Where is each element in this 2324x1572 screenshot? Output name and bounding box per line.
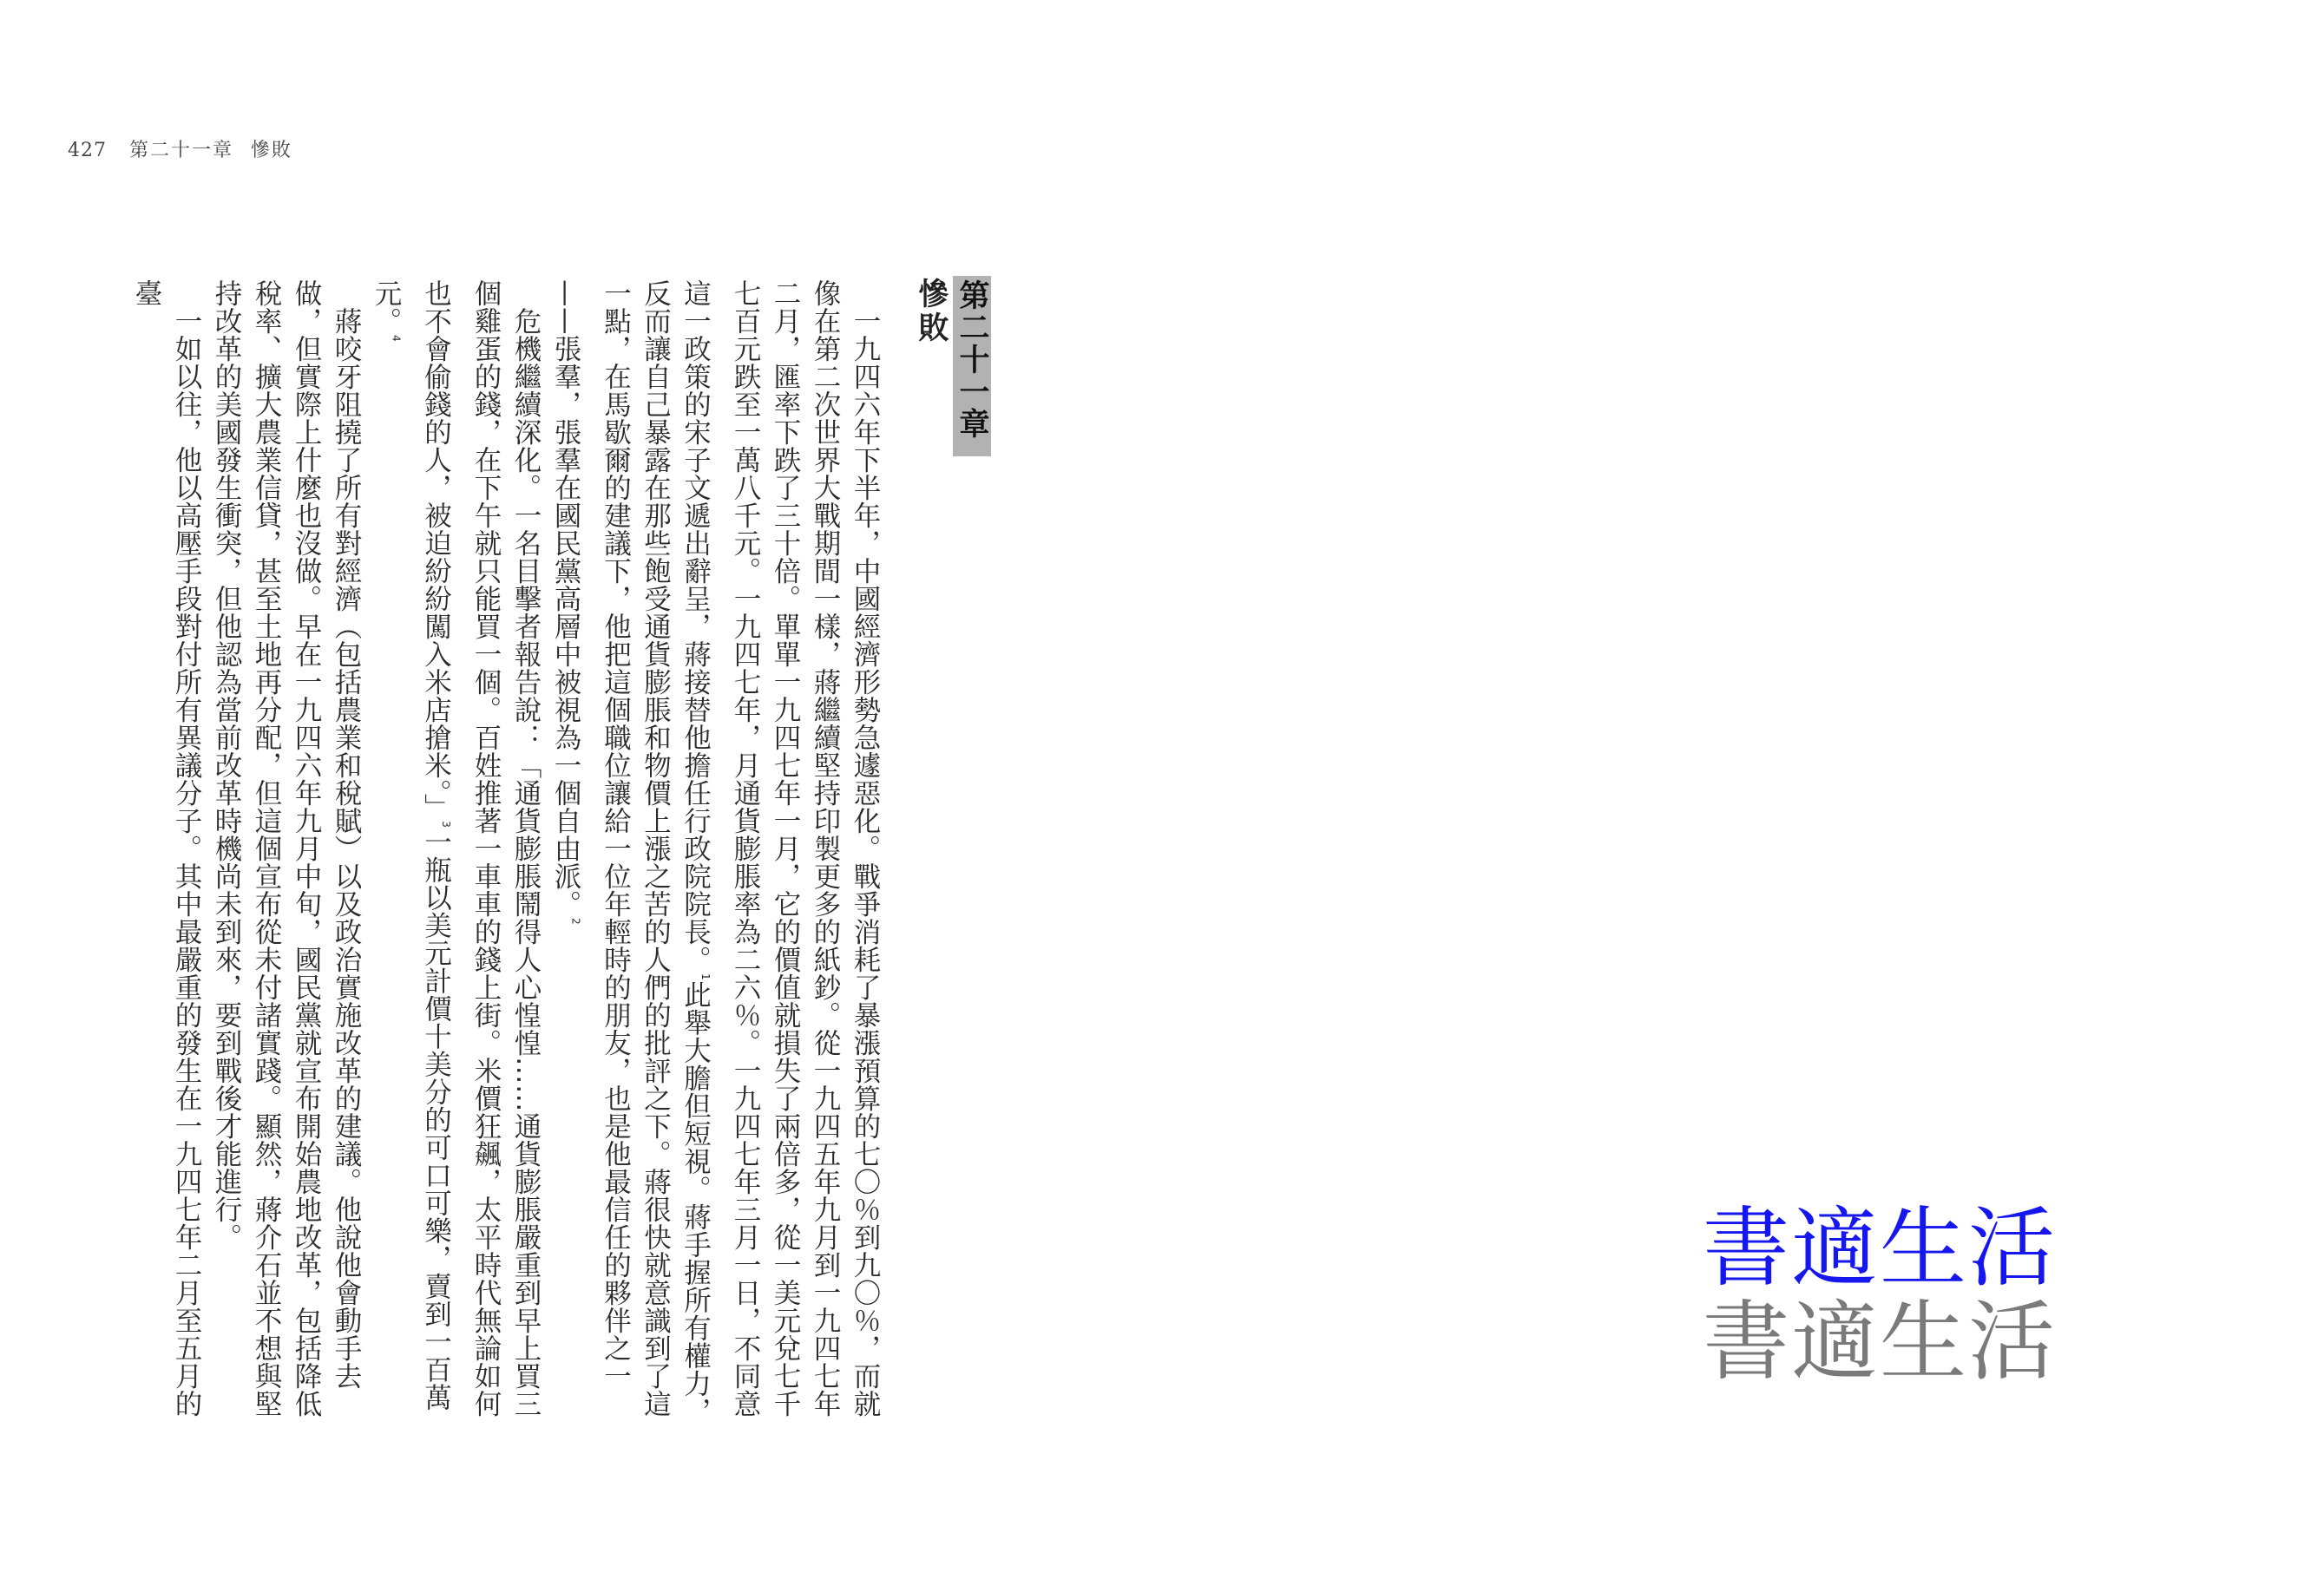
footnote-marker[interactable]: 1 (699, 973, 712, 981)
paragraph-text: 一九四六年下半年，中國經濟形勢急遽惡化。戰爭消耗了暴漲預算的七〇％到九〇％，而就像在第二次世界大戰期間一樣，蔣繼續堅持印製更多的紙鈔。從一九四五年九月到一九四七年二月，匯率下跌了三十倍。單單一九四七年一月，它的價值就損失了兩倍多，從一美元兌七千七百元跌至一萬八千元。一九四七年，月通貨膨脹率為二六％。一九四七年三月一日，不同意這一政策的宋子文遞出辭呈，蔣接替他擔任行政院院長。 (679, 279, 881, 1418)
watermark-line-1: 書適生活 (1703, 1197, 2057, 1299)
paragraph-text: 危機繼續深化。一名目擊者報告說：「通貨膨脹鬧得人心惶惶……通貨膨脹嚴重到早上買三個雞蛋的錢，在下午就只能買一個。百姓推著一車車的錢上街。米價狂飆，太平時代無論如何也不會偷錢的人，被迫紛紛闖入米店搶米。」 (420, 279, 542, 1418)
running-header-title: 慘敗 (251, 140, 293, 161)
paragraph-text: 蔣咬牙阻撓了所有對經濟（包括農業和稅賦）以及政治實施改革的建議。他說他會動手去做，但實際上什麼也沒做。早在一九四六年九月中旬，國民黨就宣布開始農地改革，包括降低稅率、擴大農業信貸，甚至土地再分配，但這個宣布從未付諸實踐。顯然，蔣介石並不想與堅持改革的美國發生衝突，但他認為當前改革時機尚未到來，要到戰後才能進行。 (211, 279, 362, 1418)
body-text (127, 279, 885, 1433)
chapter-label: 第二十一章 (955, 279, 989, 440)
body-paragraph (207, 279, 366, 1433)
chapter-label-box (953, 276, 991, 456)
footnote-marker[interactable]: 2 (569, 918, 582, 926)
body-paragraph (366, 279, 546, 1433)
body-paragraph (546, 279, 885, 1433)
page-number: 427 (68, 140, 107, 161)
running-header-chapter: 第二十一章 (129, 140, 234, 161)
paragraph-text: 一瓶以美元計價十美分的可口可樂，賣到一百萬元。 (371, 279, 452, 1412)
body-paragraph (127, 279, 207, 1433)
footnote-marker[interactable]: 4 (390, 335, 403, 343)
paragraph-text: 此舉大膽但短視。蔣手握所有權力，反而讓自己暴露在那些飽受通貨膨脹和物價上漲之苦的人們的批評之下。蔣很快就意識到了這一點，在馬歇爾的建議下，他把這個職位讓給一位年輕時的朋友，也是他最信任的夥伴之一——張羣，張羣在國民黨高層中被視為一個自由派。 (550, 279, 712, 1425)
chapter-title: 慘敗 (914, 278, 949, 345)
footnote-marker[interactable]: 3 (440, 821, 452, 829)
watermark-line-2: 書適生活 (1703, 1291, 2057, 1392)
running-header (68, 135, 292, 162)
paragraph-text: 一如以往，他以高壓手段對付所有異議分子。其中最嚴重的發生在一九四七年二月至五月的臺 (131, 279, 202, 1418)
